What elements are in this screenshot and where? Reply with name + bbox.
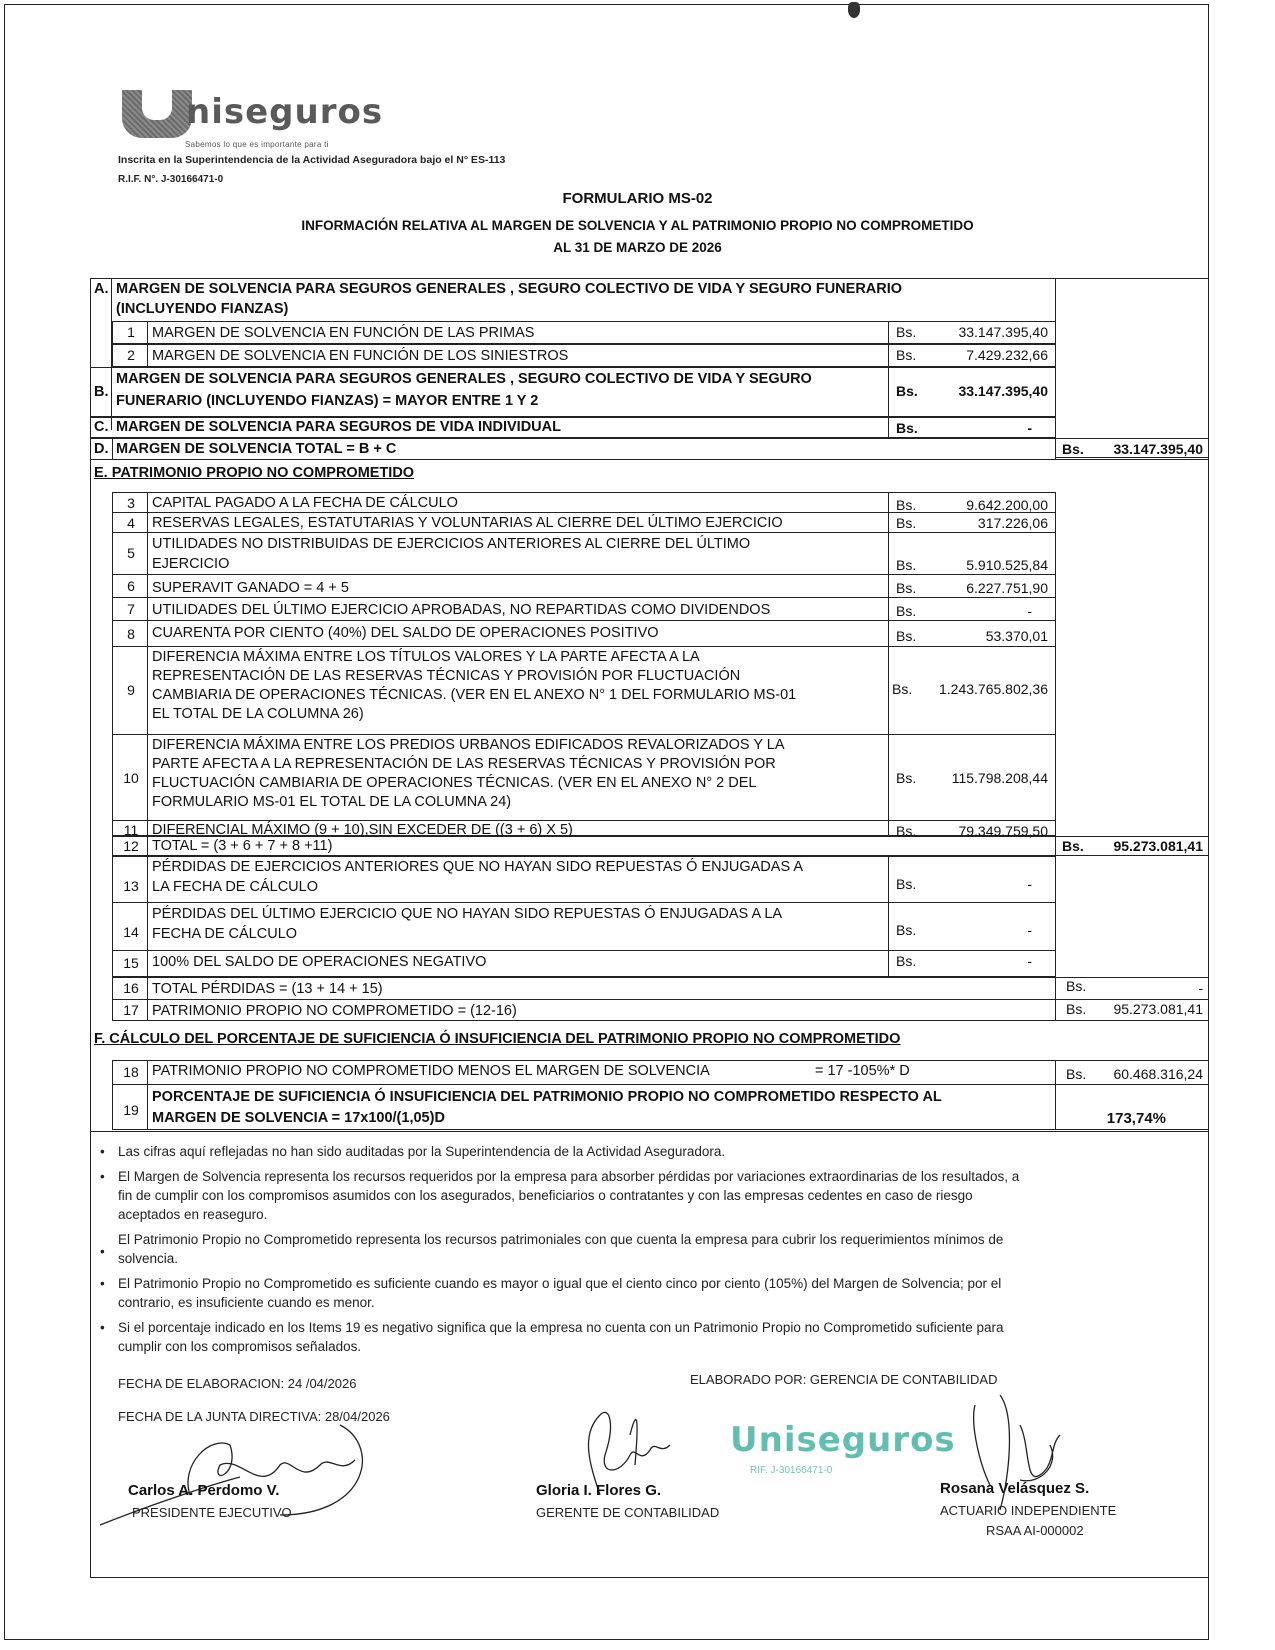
note-item (96, 1318, 1196, 1356)
row-label: MARGEN DE SOLVENCIA EN FUNCIÓN DE LOS SINIESTROS (152, 348, 569, 364)
currency-label: Bs. (1066, 1001, 1087, 1017)
row-value: - (1027, 922, 1032, 938)
row-label-line2: FECHA DE CÁLCULO (152, 926, 298, 942)
row-formula: = 17 -105%* D (815, 1063, 910, 1079)
signatory-name-2: Gloria I. Flores G. (536, 1482, 662, 1499)
row-number: 18 (123, 1064, 139, 1080)
currency-label: Bs. (896, 347, 917, 363)
note-line: contrario, es insuficiente cuando es menor. (118, 1295, 375, 1310)
row-value: 5.910.525,84 (966, 557, 1048, 573)
section-b-letter: B. (94, 384, 109, 400)
row-value: 60.468.316,24 (1113, 1066, 1203, 1082)
row-number: 17 (123, 1002, 139, 1018)
currency-label: Bs. (896, 922, 917, 938)
row-number: 12 (123, 838, 139, 854)
row-label-line1: DIFERENCIA MÁXIMA ENTRE LOS TÍTULOS VALORES Y LA PARTE AFECTA A LA (152, 649, 700, 665)
row-number: 7 (127, 601, 135, 617)
row-value: 115.798.208,44 (951, 770, 1048, 786)
row-label: SUPERAVIT GANADO = 4 + 5 (152, 580, 349, 596)
note-line: solvencia. (118, 1251, 179, 1266)
currency-label: Bs. (896, 557, 917, 573)
row-value: - (1198, 980, 1203, 996)
row-label: 100% DEL SALDO DE OPERACIONES NEGATIVO (152, 954, 487, 970)
note-item (96, 1230, 1196, 1268)
num-divider (147, 1060, 148, 1130)
currency-label: Bs. (1062, 441, 1084, 457)
row-label-line2: REPRESENTACIÓN DE LAS RESERVAS TÉCNICAS Y PROVISIÓN POR FLUCTUACIÓN (152, 668, 741, 684)
form-title: FORMULARIO MS-02 (562, 190, 713, 207)
row-label: TOTAL PÉRDIDAS = (13 + 14 + 15) (152, 981, 383, 997)
signatory-name-3: Rosana Velásquez S. (940, 1480, 1090, 1497)
bullet-icon: • (100, 1320, 105, 1335)
tagline: Sabemos lo que es importante para ti (185, 140, 329, 149)
signatory-title-2: GERENTE DE CONTABILIDAD (536, 1505, 720, 1520)
currency-label: Bs. (896, 420, 918, 436)
row-line (112, 620, 1056, 621)
note-line: Las cifras aquí reflejadas no han sido auditadas por la Superintendencia de la Actividad Aseguradora. (118, 1144, 726, 1159)
currency-label: Bs. (1066, 978, 1087, 994)
section-d-value: 33.147.395,40 (1113, 441, 1203, 457)
currency-label: Bs. (896, 324, 917, 340)
currency-label: Bs. (896, 580, 917, 596)
fecha-junta-directiva: FECHA DE LA JUNTA DIRECTIVA: 28/04/2026 (118, 1409, 390, 1424)
section-b-label-1: MARGEN DE SOLVENCIA PARA SEGUROS GENERALES , SEGURO COLECTIVO DE VIDA Y SEGURO (116, 371, 812, 387)
note-line: Si el porcentaje indicado en los Items 19 es negativo significa que la empresa no cuenta con un Patrimonio Propio no Comprometido suficiente para (118, 1320, 1004, 1335)
row-label-line2: PARTE AFECTA A LA REPRESENTACIÓN DE LAS RESERVAS TÉCNICAS Y PROVISIÓN POR (152, 756, 776, 772)
currency-label: Bs. (896, 515, 917, 531)
row-value: 9.642.200,00 (966, 497, 1048, 513)
row-label-line1: PÉRDIDAS DE EJERCICIOS ANTERIORES QUE NO HAYAN SIDO REPUESTAS Ó ENJUGADAS A (152, 859, 804, 875)
row-label-line1: PORCENTAJE DE SUFICIENCIA Ó INSUFICIENCIA DEL PATRIMONIO PROPIO NO COMPROMETIDO RESPECTO AL (152, 1089, 942, 1105)
value-divider (1055, 1060, 1056, 1130)
row-label: MARGEN DE SOLVENCIA EN FUNCIÓN DE LAS PRIMAS (152, 325, 535, 341)
row-value: - (1027, 603, 1032, 619)
section-f-title: F. CÁLCULO DEL PORCENTAJE DE SUFICIENCIA Ó INSUFICIENCIA DEL PATRIMONIO PROPIO NO COMPROMETIDO (94, 1031, 901, 1047)
row-number: 2 (127, 347, 135, 363)
row-line (112, 1084, 1209, 1085)
row-number: 9 (127, 682, 135, 698)
row-label: UTILIDADES DEL ÚLTIMO EJERCICIO APROBADAS, NO REPARTIDAS COMO DIVIDENDOS (152, 602, 771, 618)
row-value: 95.273.081,41 (1113, 838, 1203, 854)
row-label: CUARENTA POR CIENTO (40%) DEL SALDO DE OPERACIONES POSITIVO (152, 625, 659, 641)
currency-label: Bs. (896, 383, 918, 399)
signatory-title-1: PRESIDENTE EJECUTIVO (132, 1505, 292, 1520)
row-number: 4 (127, 515, 135, 531)
row-value: 1.243.765.802,36 (939, 681, 1048, 697)
section-c-letter: C. (94, 419, 109, 435)
row-label-line3: FLUCTUACIÓN CAMBIARIA DE OPERACIONES TÉCNICAS. (VER EN EL ANEXO N° 2 DEL (152, 775, 757, 791)
row-label-line1: UTILIDADES NO DISTRIBUIDAS DE EJERCICIOS ANTERIORES AL CIERRE DEL ÚLTIMO (152, 536, 751, 552)
bullet-icon: • (100, 1276, 105, 1291)
note-item (96, 1167, 1196, 1224)
currency-label: Bs. (896, 953, 917, 969)
section-a-letter: A. (94, 281, 109, 297)
row-line (112, 950, 1056, 951)
section-d-letter: D. (94, 441, 109, 457)
value-divider (888, 856, 889, 977)
scan-speck (848, 2, 860, 18)
row-number: 16 (123, 980, 139, 996)
registration-line: Inscrita en la Superintendencia de la Actividad Aseguradora bajo el N° ES-113 (118, 154, 506, 166)
row-label: PATRIMONIO PROPIO NO COMPROMETIDO = (12-16) (152, 1003, 517, 1019)
elaborado-por: ELABORADO POR: GERENCIA DE CONTABILIDAD (690, 1372, 998, 1387)
note-line: El Patrimonio Propio no Comprometido representa los recursos patrimoniales con que cuenta la empresa para cubrir los requerimientos mínimos de (118, 1232, 1004, 1247)
row-number: 13 (123, 878, 139, 894)
section-b-label-2: FUNERARIO (INCLUYENDO FIANZAS) = MAYOR ENTRE 1 Y 2 (116, 393, 539, 409)
note-line: fin de cumplir con los compromisos asumidos con los asegurados, beneficiarios o contratantes y con las empresas cedentes en caso de riesgo (118, 1188, 973, 1203)
value-divider (888, 492, 889, 836)
currency-label: Bs. (896, 497, 917, 513)
row-label: PATRIMONIO PROPIO NO COMPROMETIDO MENOS EL MARGEN DE SOLVENCIA (152, 1063, 710, 1079)
currency-label: Bs. (896, 876, 917, 892)
row-number: 1 (127, 324, 135, 340)
row-label-line4: EL TOTAL DE LA COLUMNA 26) (152, 706, 364, 722)
row-number: 14 (123, 924, 139, 940)
row-value: - (1027, 953, 1032, 969)
row-label: DIFERENCIAL MÁXIMO (9 + 10),SIN EXCEDER DE ((3 + 6) X 5) (152, 822, 573, 838)
section-c-label: MARGEN DE SOLVENCIA PARA SEGUROS DE VIDA INDIVIDUAL (116, 419, 561, 435)
row-label-line2: EJERCICIO (152, 556, 230, 572)
row-label-line2: MARGEN DE SOLVENCIA = 17x100/(1,05)D (152, 1110, 445, 1126)
letter-divider (112, 438, 113, 460)
logo-u-mark (122, 90, 192, 138)
signatory-name-1: Carlos A. Perdomo V. (128, 1482, 280, 1499)
note-item (96, 1274, 1196, 1312)
row-value: 33.147.395,40 (958, 324, 1048, 340)
bullet-icon: • (100, 1244, 105, 1259)
signatory-title-3: ACTUARIO INDEPENDIENTE (940, 1503, 1117, 1518)
row-line (112, 999, 1209, 1000)
row-label: CAPITAL PAGADO A LA FECHA DE CÁLCULO (152, 495, 458, 511)
section-d-label: MARGEN DE SOLVENCIA TOTAL = B + C (116, 441, 397, 457)
currency-label: Bs. (896, 628, 917, 644)
row-line (112, 574, 1056, 575)
row-label-line3: CAMBIARIA DE OPERACIONES TÉCNICAS. (VER EN EL ANEXO N° 1 DEL FORMULARIO MS-01 (152, 687, 797, 703)
sufficiency-percentage: 173,74% (1106, 1110, 1166, 1127)
row-line (112, 646, 1056, 647)
bullet-icon: • (100, 1144, 105, 1159)
currency-label: Bs. (896, 770, 917, 786)
currency-label: Bs. (896, 823, 917, 839)
form-subtitle: INFORMACIÓN RELATIVA AL MARGEN DE SOLVENCIA Y AL PATRIMONIO PROPIO NO COMPROMETIDO (301, 218, 974, 233)
section-e-title: E. PATRIMONIO PROPIO NO COMPROMETIDO (94, 465, 415, 481)
row-label-line1: DIFERENCIA MÁXIMA ENTRE LOS PREDIOS URBANOS EDIFICADOS REVALORIZADOS Y LA (152, 737, 785, 753)
row-label-line4: FORMULARIO MS-01 EL TOTAL DE LA COLUMNA 24) (152, 794, 512, 810)
note-line: El Margen de Solvencia representa los recursos requeridos por la empresa para absorber pérdidas por variaciones extraordinarias de los resultados, a (118, 1169, 1020, 1184)
section-a-label-1: MARGEN DE SOLVENCIA PARA SEGUROS GENERALES , SEGURO COLECTIVO DE VIDA Y SEGURO FUNERARIO (116, 281, 903, 297)
row-line (112, 902, 1056, 903)
row-number: 19 (123, 1102, 139, 1118)
currency-label: Bs. (892, 681, 913, 697)
stamp-rif: RIF. J-30166471-0 (750, 1465, 833, 1476)
row-value: 53.370,01 (985, 628, 1048, 644)
row-number: 15 (123, 955, 139, 971)
stamp-logo: Uniseguros (730, 1420, 956, 1460)
note-line: El Patrimonio Propio no Comprometido es suficiente cuando es mayor o igual que el ciento cinco por ciento (105%) del Margen de Solvencia; por el (118, 1276, 1002, 1291)
row-value: - (1027, 876, 1032, 892)
row-label: RESERVAS LEGALES, ESTATUTARIAS Y VOLUNTARIAS AL CIERRE DEL ÚLTIMO EJERCICIO (152, 515, 783, 531)
notes-divider (90, 1131, 1209, 1132)
notes-list (96, 1142, 1196, 1362)
fecha-elaboracion: FECHA DE ELABORACION: 24 /04/2026 (118, 1376, 357, 1391)
section-a-label-2: (INCLUYENDO FIANZAS) (116, 301, 289, 317)
note-line: cumplir con los compromisos señalados. (118, 1339, 362, 1354)
bullet-icon: • (100, 1169, 105, 1184)
currency-label: Bs. (896, 603, 917, 619)
row-number: 8 (127, 626, 135, 642)
rif-line: R.I.F. N°. J-30166471-0 (118, 174, 224, 185)
row-number: 10 (123, 770, 139, 786)
right-column-top (1055, 278, 1209, 458)
note-item (96, 1142, 1196, 1161)
logo-wordmark: niseguros (186, 92, 384, 132)
note-line: aceptados en reaseguro. (118, 1207, 268, 1222)
row-value: 6.227.751,90 (966, 580, 1048, 596)
section-b-value: 33.147.395,40 (958, 383, 1048, 399)
row-number: 5 (127, 545, 135, 561)
currency-label: Bs. (1062, 838, 1084, 854)
row-line (112, 734, 1056, 735)
row-value: 7.429.232,66 (966, 347, 1048, 363)
signatory-license-3: RSAA AI-000002 (986, 1523, 1084, 1538)
row-number: 6 (127, 578, 135, 594)
value-divider (1055, 438, 1056, 460)
row-value: 317.226,06 (977, 515, 1048, 531)
row-number: 11 (123, 822, 139, 838)
company-stamp (690, 1410, 980, 1480)
section-c-value: - (1027, 420, 1032, 436)
company-logo (122, 90, 392, 140)
currency-label: Bs. (1066, 1066, 1087, 1082)
row-number: 3 (127, 495, 135, 511)
row-label-line2: LA FECHA DE CÁLCULO (152, 879, 318, 895)
row-label-line1: PÉRDIDAS DEL ÚLTIMO EJERCICIO QUE NO HAYAN SIDO REPUESTAS Ó ENJUGADAS A LA (152, 906, 783, 922)
row-label: TOTAL = (3 + 6 + 7 + 8 +11) (152, 838, 333, 854)
form-date: AL 31 DE MARZO DE 2026 (553, 240, 722, 255)
row-value: 79.349.759,50 (958, 823, 1048, 839)
row-value: 95.273.081,41 (1113, 1001, 1203, 1017)
